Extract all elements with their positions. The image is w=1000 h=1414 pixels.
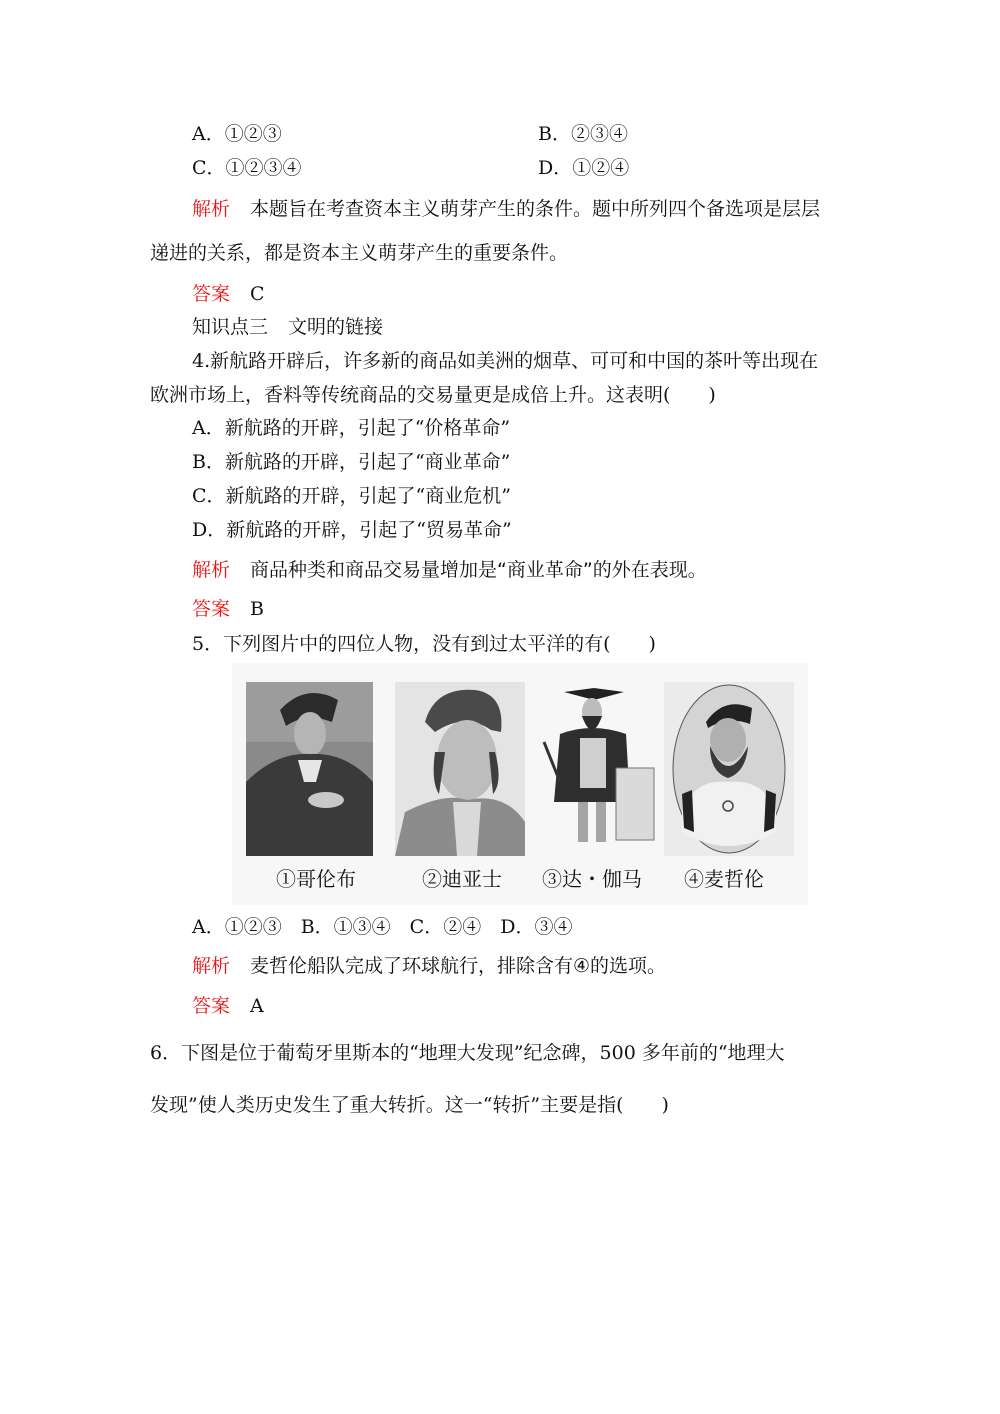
q3-analysis-cont: 递进的关系，都是资本主义萌芽产生的重要条件。 [150,242,569,264]
answer-label: 答案 [192,995,231,1017]
portrait-magellan [664,682,794,856]
q4-option-c: C．新航路的开辟，引起了“商业危机” [192,485,511,507]
q4-stem-line1: 4.新航路开辟后，许多新的商品如美洲的烟草、可可和中国的茶叶等出现在 [192,350,819,372]
answer-label: 答案 [192,598,231,620]
section-name: 知识点三 [192,316,269,338]
q3-option-b: B．②③④ [538,123,628,145]
caption-magellan: ④麦哲伦 [684,867,764,891]
q4-answer [192,597,264,621]
answer-value: A [250,995,264,1017]
q3-option-c: C．①②③④ [192,157,302,179]
caption-da-gama: ③达・伽马 [542,867,642,891]
q5-stem: 5．下列图片中的四位人物，没有到过太平洋的有( ) [192,633,656,655]
caption-columbus: ①哥伦布 [276,867,356,891]
portrait-columbus [246,682,373,856]
q6-stem-line1: 6．下图是位于葡萄牙里斯本的“地理大发现”纪念碑，500 多年前的“地理大 [150,1042,785,1064]
analysis-label: 解析 [192,198,231,220]
analysis-text: 商品种类和商品交易量增加是“商业革命”的外在表现。 [250,559,707,581]
q5-options: A．①②③ B．①③④ C．②④ D．③④ [192,916,573,938]
q3-option-d: D．①②④ [538,157,630,179]
analysis-label: 解析 [192,559,231,581]
q3-option-a: A．①②③ [192,123,282,145]
section-heading [192,315,383,339]
q4-stem-line2: 欧洲市场上，香料等传统商品的交易量更是成倍上升。这表明( ) [150,384,716,406]
caption-dias: ②迪亚士 [422,867,502,891]
q3-answer [192,282,265,306]
q4-option-d: D．新航路的开辟，引起了“贸易革命” [192,519,512,541]
portrait-dias [395,682,525,856]
portrait-da-gama [530,682,660,856]
explorers-figure [232,663,808,905]
answer-value: B [250,598,264,620]
analysis-label: 解析 [192,955,231,977]
answer-value: C [250,283,265,305]
analysis-text: 本题旨在考查资本主义萌芽产生的条件。题中所列四个备选项是层层 [250,198,821,220]
section-title: 文明的链接 [288,316,384,338]
q5-answer [192,994,264,1018]
q4-option-a: A．新航路的开辟，引起了“价格革命” [192,417,511,439]
q4-option-b: B．新航路的开辟，引起了“商业革命” [192,451,511,473]
q5-analysis [192,954,666,978]
answer-label: 答案 [192,283,231,305]
q3-analysis [192,197,820,221]
analysis-text: 麦哲伦船队完成了环球航行，排除含有④的选项。 [250,955,667,977]
q4-analysis [192,558,707,582]
q6-stem-line2: 发现”使人类历史发生了重大转折。这一“转折”主要是指( ) [150,1094,669,1116]
